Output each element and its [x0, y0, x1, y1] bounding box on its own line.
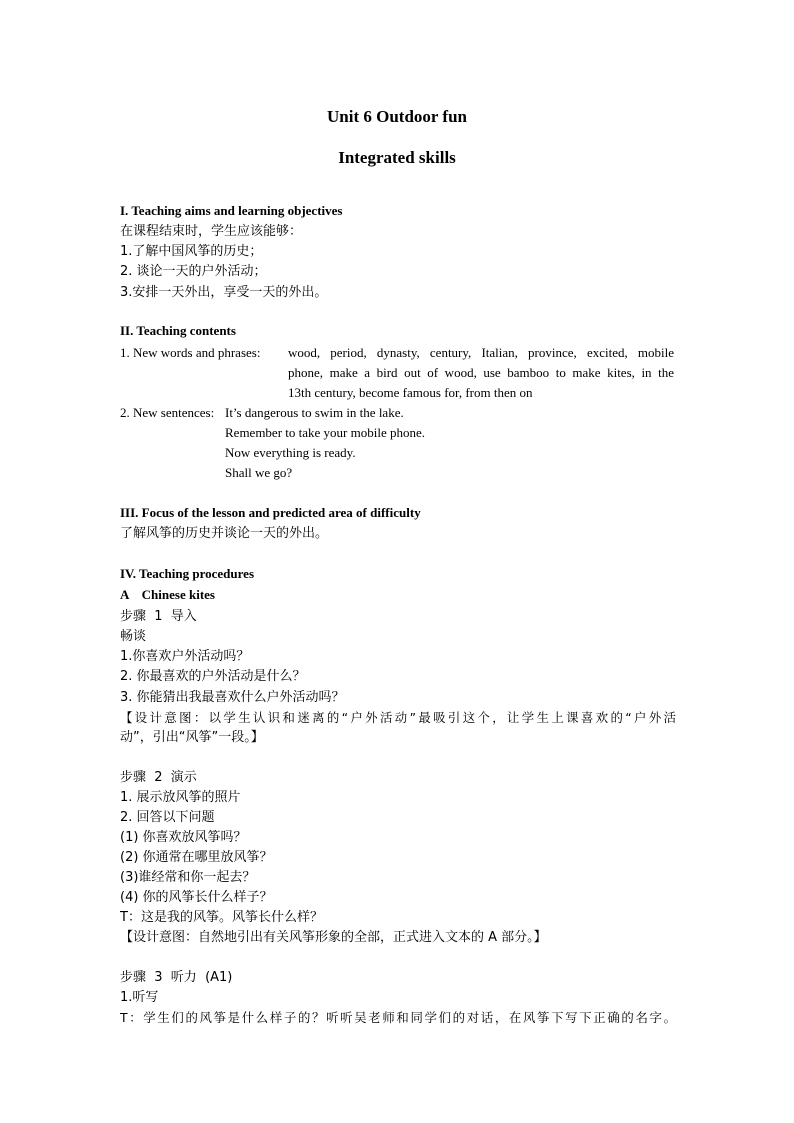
step2-item: (3)谁经常和你一起去？: [120, 870, 256, 885]
step2-item: (1) 你喜欢放风筝吗？: [120, 830, 247, 845]
step2-item: 1. 展示放风筝的照片: [120, 790, 241, 805]
step3-item: T：学生们的风筝是什么样子的？听听吴老师和同学们的对话，在风筝下写下正确的名字。: [120, 1010, 676, 1025]
step3-item: 1.听写: [120, 990, 159, 1005]
step2-item: 2. 回答以下问题: [120, 810, 215, 825]
words-line: 13th century, become famous for, from then on: [288, 385, 533, 400]
document-title: Unit 6 Outdoor fun: [327, 107, 467, 126]
step2-item: (4) 你的风筝长什么样子？: [120, 890, 273, 905]
step1-item: 3. 你能猜出我最喜欢什么户外活动吗？: [120, 690, 345, 705]
step2-title: 步骤 2 演示: [120, 770, 197, 785]
part-a-heading: A Chinese kites: [120, 587, 215, 602]
step1-item: 2. 你最喜欢的户外活动是什么？: [120, 669, 306, 684]
step2-item: T：这是我的风筝。风筝长什么样？: [120, 910, 323, 925]
sentence-item: Shall we go?: [225, 465, 293, 480]
sentence-item: It’s dangerous to swim in the lake.: [225, 405, 404, 420]
sentence-item: Now everything is ready.: [225, 445, 356, 460]
section-heading-aims: I. Teaching aims and learning objectives: [120, 203, 343, 218]
document-subtitle: Integrated skills: [338, 148, 456, 167]
step1-title: 步骤 1 导入: [120, 609, 197, 624]
focus-text: 了解风筝的历史并谈论一天的外出。: [120, 526, 329, 541]
step3-title: 步骤 3 听力 (A1): [120, 970, 233, 985]
aims-item: 2. 谈论一天的户外活动；: [120, 264, 267, 279]
words-line: wood, period, dynasty, century, Italian, province, excited, mobile: [288, 345, 674, 360]
aims-intro: 在课程结束时，学生应该能够：: [120, 224, 303, 239]
words-label: 1. New words and phrases:: [120, 345, 261, 360]
aims-item: 3.安排一天外出，享受一天的外出。: [120, 285, 328, 300]
sentence-item: Remember to take your mobile phone.: [225, 425, 426, 440]
step2-item: (2) 你通常在哪里放风筝？: [120, 850, 273, 865]
section-heading-focus: III. Focus of the lesson and predicted area of difficulty: [120, 505, 421, 520]
step1-label: 畅谈: [120, 629, 147, 644]
section-heading-procedures: IV. Teaching procedures: [120, 566, 255, 581]
step1-item: 1.你喜欢户外活动吗？: [120, 649, 250, 664]
step1-intent-cont: 动”，引出“风筝”一段。】: [120, 730, 264, 745]
section-heading-contents: II. Teaching contents: [120, 323, 236, 338]
step1-intent: 【设计意图：以学生认识和迷离的“户外活动”最吸引这个，让学生上课喜欢的“户外活: [120, 710, 676, 725]
sentences-label: 2. New sentences:: [120, 405, 215, 420]
aims-item: 1.了解中国风筝的历史；: [120, 244, 263, 259]
words-line: phone, make a bird out of wood, use bamboo to make kites, in the: [288, 365, 674, 380]
step2-intent: 【设计意图：自然地引出有关风筝形象的全部，正式进入文本的 A 部分。】: [120, 930, 547, 945]
